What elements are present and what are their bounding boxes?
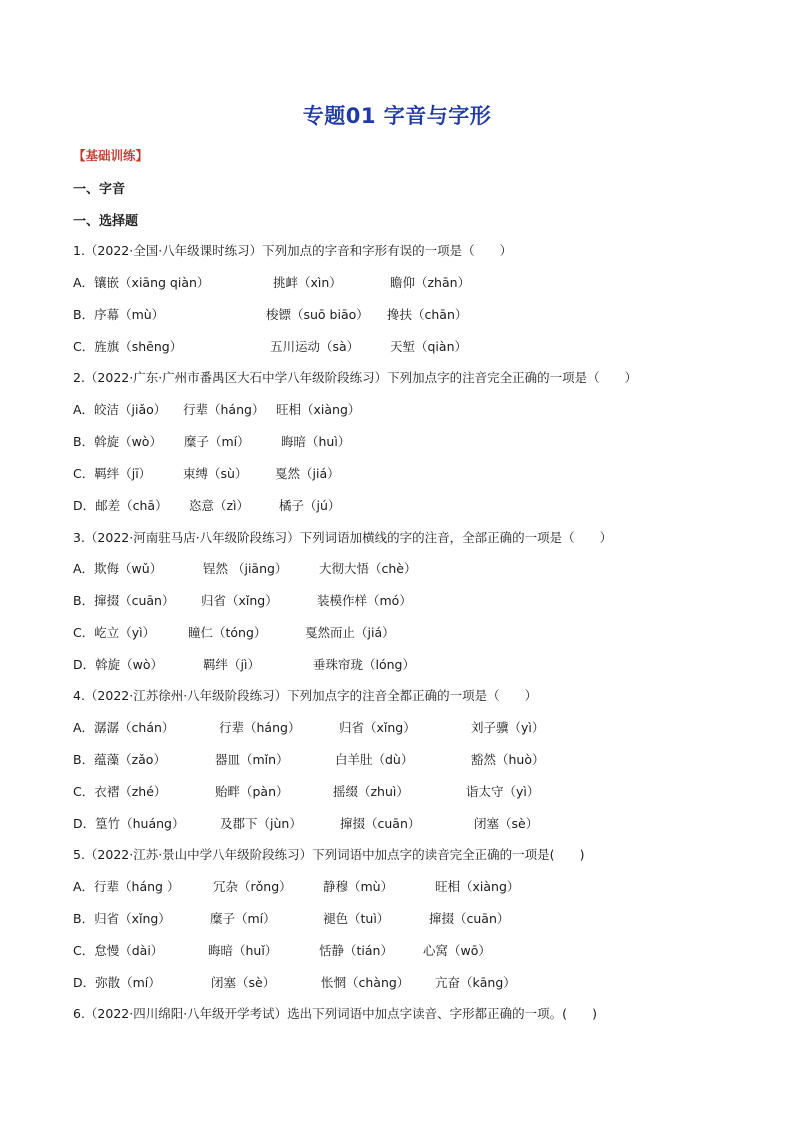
option-item: 及郡下（jùn） <box>220 816 302 831</box>
option-item: 锃然 （jiāng） <box>203 561 288 576</box>
option-item: 亢奋（kāng） <box>435 975 516 990</box>
option-item: 旺相（xiàng） <box>276 402 361 417</box>
section-heading-choice: 一、选择题 <box>73 214 139 229</box>
option-item: 诣太守（yì） <box>466 784 540 799</box>
option-item: C．屹立（yì） <box>73 625 156 640</box>
option-item: 恣意（zì） <box>189 498 250 513</box>
option-item: 瞳仁（tóng） <box>188 625 267 640</box>
option-item: 大彻大悟（chè） <box>319 561 417 576</box>
question-stem: 5.（2022·江苏·景山中学八年级阶段练习）下列词语中加点字的读音完全正确的一项是( ) <box>73 847 585 862</box>
option-item: 归省（xǐng） <box>201 593 278 608</box>
option-item: 褪色（tuì） <box>323 911 390 926</box>
option-item: 天堑（qiàn） <box>390 339 467 354</box>
page-title: 专题01 字音与字形 <box>302 104 492 128</box>
option-item: C．羁绊（jī） <box>73 466 152 481</box>
option-item: 闭塞（sè） <box>474 816 539 831</box>
option-item: 心窝（wō） <box>423 943 491 958</box>
option-item: 归省（xǐng） <box>339 720 416 735</box>
option-item: A．镶嵌（xiāng qiàn） <box>73 275 210 290</box>
option-item: 束缚（sù） <box>183 466 248 481</box>
option-item: 恬静（tián） <box>319 943 393 958</box>
option-item: 橘子（jú） <box>279 498 341 513</box>
option-item: 糜子（mí） <box>184 434 250 449</box>
option-item: 冗杂（rǒng） <box>213 879 292 894</box>
option-item: 瞻仰（zhān） <box>390 275 471 290</box>
option-item: B．蕴藻（zǎo） <box>73 752 166 767</box>
option-item: B．序幕（mù） <box>73 307 165 322</box>
option-item: 挑衅（xìn） <box>273 275 342 290</box>
option-item: D．斡旋（wò） <box>73 657 163 672</box>
section-tag: 【基础训练】 <box>73 148 149 163</box>
option-item: B．斡旋（wò） <box>73 434 162 449</box>
question-stem: 2.（2022·广东·广州市番禺区大石中学八年级阶段练习）下列加点字的注音完全正确的一项是（ ） <box>73 370 638 385</box>
option-item: 搀扶（chān） <box>387 307 468 322</box>
question-stem: 4.（2022·江苏徐州·八年级阶段练习）下列加点字的注音全都正确的一项是（ ） <box>73 688 538 703</box>
option-item: 糜子（mí） <box>210 911 276 926</box>
option-item: C．衣褶（zhé） <box>73 784 167 799</box>
option-item: C．怠慢（dài） <box>73 943 164 958</box>
option-item: 豁然（huò） <box>471 752 545 767</box>
option-item: 撺掇（cuān） <box>340 816 421 831</box>
option-item: D．篁竹（huáng） <box>73 816 185 831</box>
option-item: 撺掇（cuān） <box>429 911 510 926</box>
option-item: D．邮差（chā） <box>73 498 168 513</box>
option-item: A．潺潺（chán） <box>73 720 175 735</box>
option-item: 行辈（háng） <box>183 402 265 417</box>
option-item: 五川运动（sà） <box>270 339 360 354</box>
question-stem: 1.（2022·全国·八年级课时练习）下列加点的字音和字形有误的一项是（ ） <box>73 243 513 258</box>
option-item: 贻畔（pàn） <box>215 784 289 799</box>
option-item: 梭镖（suō biāo） <box>266 307 369 322</box>
question-stem: 3.（2022·河南驻马店·八年级阶段练习）下列词语加横线的字的注音，全部正确的一项是（ ） <box>73 530 613 545</box>
option-item: 垂珠帘珑（lóng） <box>313 657 415 672</box>
option-item: A．欺侮（wǔ） <box>73 561 163 576</box>
option-item: 行辈（háng） <box>219 720 301 735</box>
option-item: A．皎洁（jiǎo） <box>73 402 167 417</box>
option-item: B．撺掇（cuān） <box>73 593 175 608</box>
option-item: 戛然而止（jiá） <box>305 625 395 640</box>
option-item: 戛然（jiá） <box>275 466 340 481</box>
option-item: 晦暗（huǐ） <box>208 943 278 958</box>
option-item: 怅惘（chàng） <box>321 975 410 990</box>
option-item: 晦暗（huì） <box>281 434 351 449</box>
question-stem: 6.（2022·四川绵阳·八年级开学考试）选出下列词语中加点字读音、字形都正确的一项。( ) <box>73 1006 597 1021</box>
option-item: 羁绊（jì） <box>203 657 260 672</box>
option-item: A．行辈（háng ） <box>73 879 180 894</box>
option-item: 旺相（xiàng） <box>435 879 520 894</box>
option-item: 闭塞（sè） <box>211 975 276 990</box>
option-item: 摇缀（zhuì） <box>333 784 409 799</box>
option-item: 静穆（mù） <box>323 879 394 894</box>
option-item: 刘子骥（yì） <box>471 720 545 735</box>
option-item: D．弥散（mí） <box>73 975 161 990</box>
option-item: 白羊肚（dù） <box>335 752 414 767</box>
option-item: B．归省（xǐng） <box>73 911 171 926</box>
option-item: 器皿（mǐn） <box>215 752 289 767</box>
section-heading-pronunciation: 一、字音 <box>73 182 126 197</box>
option-item: C．旌旗（shēng） <box>73 339 183 354</box>
option-item: 装模作样（mó） <box>317 593 412 608</box>
